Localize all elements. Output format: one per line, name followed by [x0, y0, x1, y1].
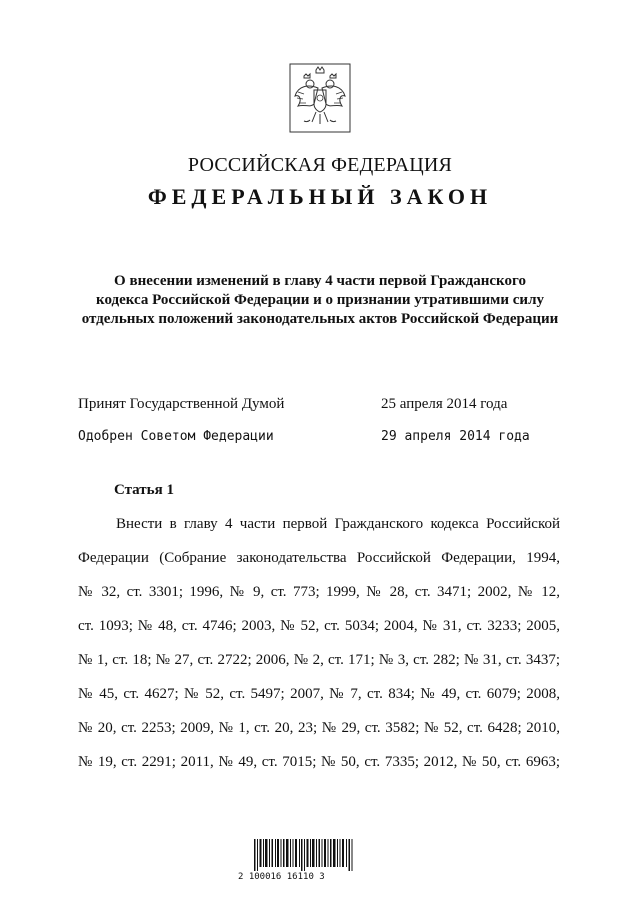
article-text-line: № 1, ст. 18; № 27, ст. 2722; 2006, № 2, ст. 171; № 3, ст. 282; № 31, ст. 3437; — [78, 652, 560, 668]
article-text-line: № 20, ст. 2253; 2009, № 1, ст. 20, 23; № 29, ст. 3582; № 52, ст. 6428; 2010, — [78, 720, 560, 736]
adoption-label: Одобрен Советом Федерации — [78, 429, 274, 444]
article-text-line: Внести в главу 4 части первой Гражданского кодекса Российской — [116, 516, 560, 532]
article-text-line: ст. 1093; № 48, ст. 4746; 2003, № 52, ст. 5034; 2004, № 31, ст. 3233; 2005, — [78, 618, 560, 634]
law-title-line: О внесении изменений в главу 4 части первой Гражданского — [114, 273, 526, 289]
law-title-line: кодекса Российской Федерации и о признании утратившими силу — [96, 292, 544, 308]
adoption-date: 29 апреля 2014 года — [381, 429, 530, 444]
article-text-line: Федерации (Собрание законодательства Российской Федерации, 1994, — [78, 550, 560, 566]
barcode — [238, 830, 378, 880]
article-text-line: № 32, ст. 3301; 1996, № 9, ст. 773; 1999, № 28, ст. 3471; 2002, № 12, — [78, 584, 560, 600]
coat-of-arms-icon — [288, 62, 352, 134]
country-name: РОССИЙСКАЯ ФЕДЕРАЦИЯ — [187, 154, 453, 176]
law-title — [60, 272, 580, 329]
barcode-number: 2 100016 16110 3 — [238, 872, 325, 882]
adoption-date: 25 апреля 2014 года — [381, 396, 508, 412]
article-text-line: № 45, ст. 4627; № 52, ст. 5497; 2007, № 7, ст. 834; № 49, ст. 6079; 2008, — [78, 686, 560, 702]
article-text-line: № 19, ст. 2291; 2011, № 49, ст. 7015; № 50, ст. 7335; 2012, № 50, ст. 6963; — [78, 754, 560, 770]
coat-of-arms — [288, 62, 352, 134]
barcode-icon — [254, 839, 354, 871]
document-type: ФЕДЕРАЛЬНЫЙ ЗАКОН — [147, 184, 493, 209]
law-title-line: отдельных положений законодательных актов Российской Федерации — [81, 311, 559, 327]
article-heading: Статья 1 — [114, 482, 174, 498]
adoption-label: Принят Государственной Думой — [78, 396, 285, 412]
